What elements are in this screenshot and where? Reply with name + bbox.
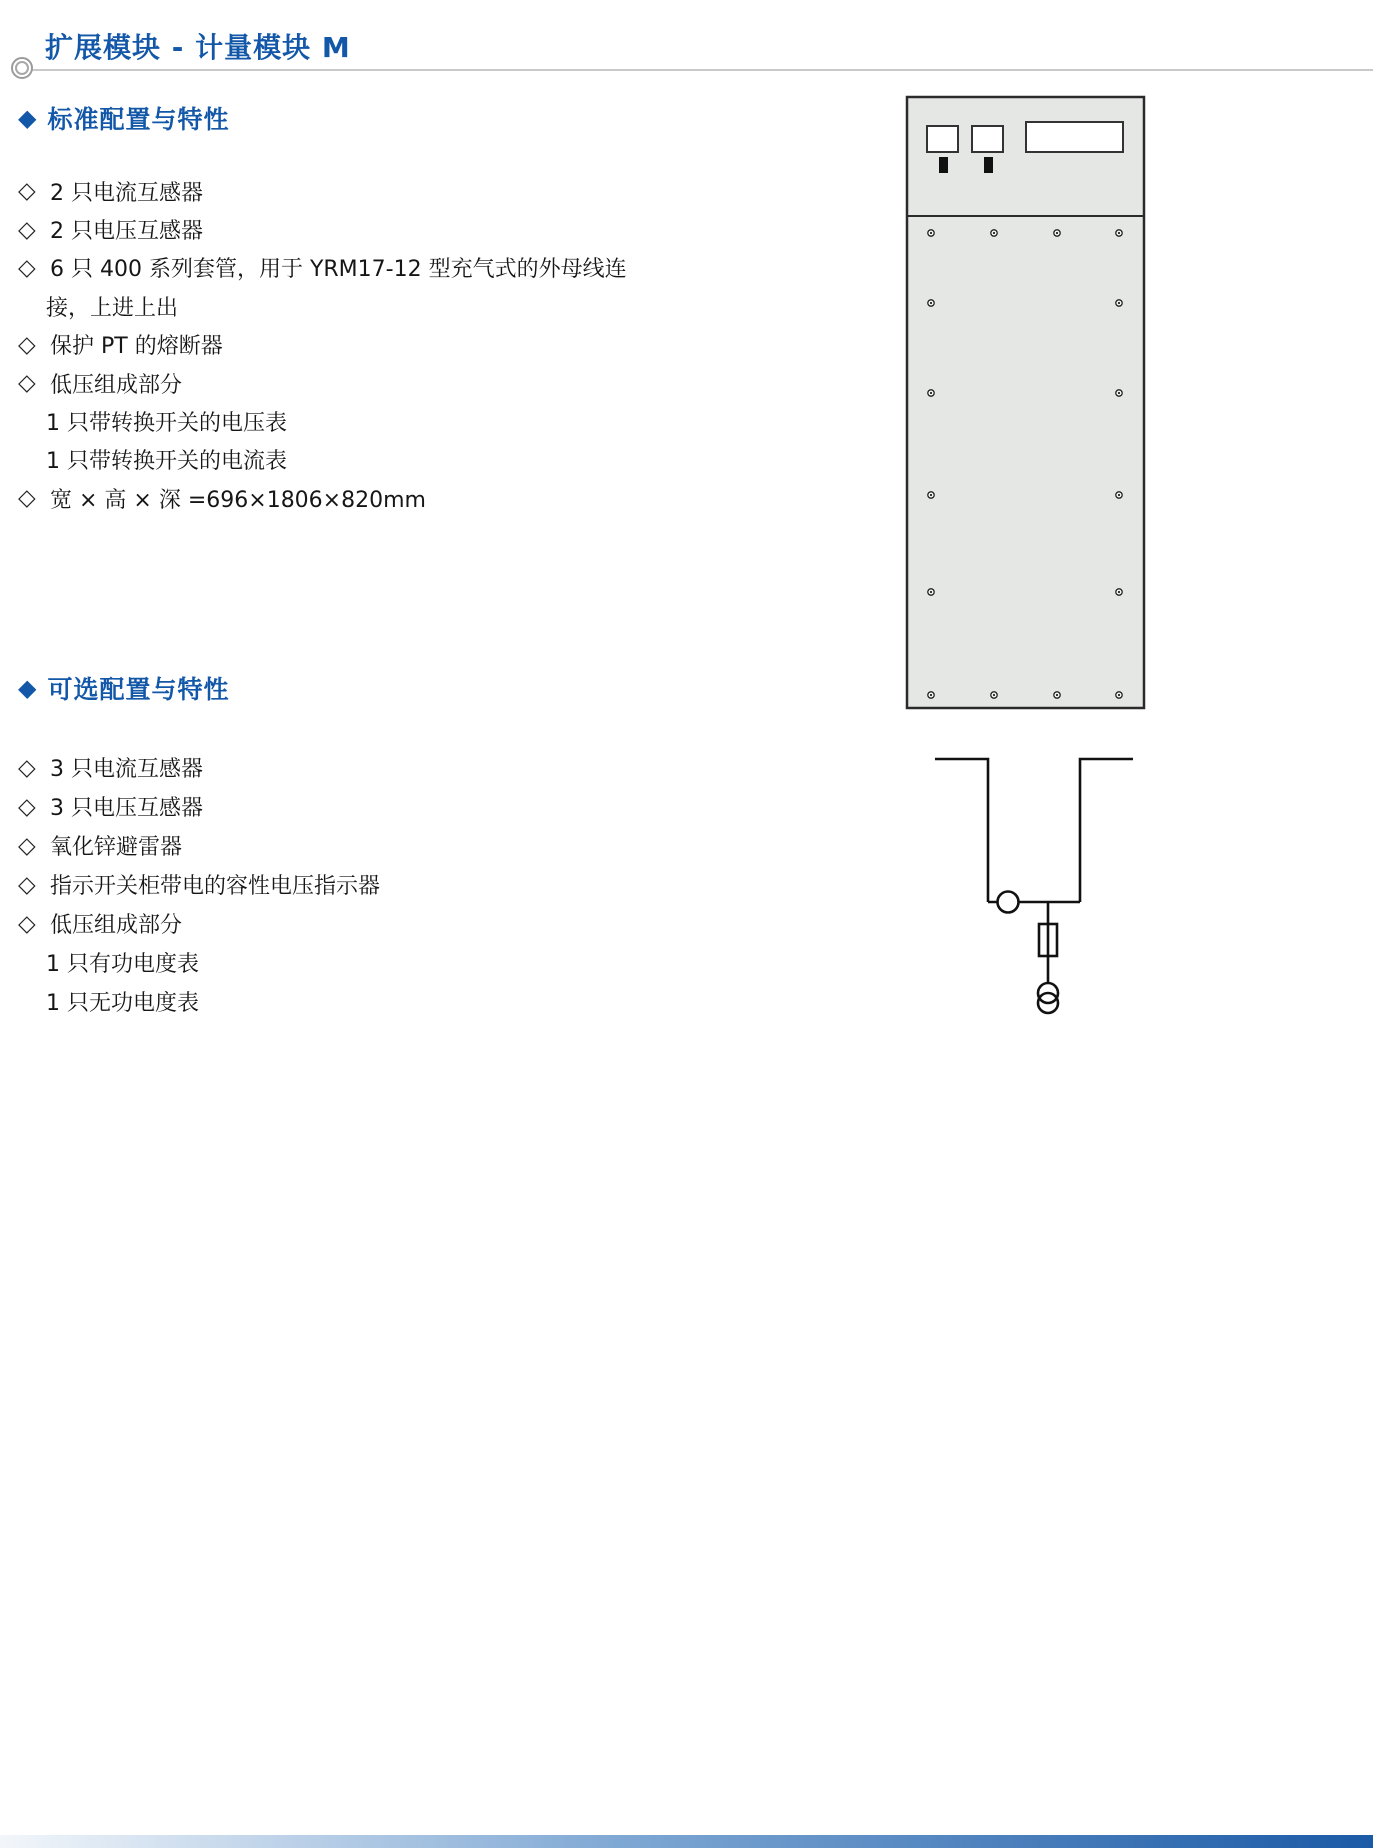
list-item xyxy=(18,904,798,943)
hollow-diamond-bullet-icon: ◇ xyxy=(18,485,36,512)
list-item-text: 1 只带转换开关的电流表 xyxy=(46,449,287,475)
section-heading-standard xyxy=(18,100,229,136)
section-heading-optional xyxy=(18,670,229,706)
list-item xyxy=(18,982,798,1021)
list-item-text: 1 只带转换开关的电压表 xyxy=(46,411,287,437)
switch-slot-left xyxy=(939,157,948,173)
ring-inner-icon xyxy=(15,61,29,75)
list-item-text: 氧化锌避雷器 xyxy=(50,835,183,860)
list-item-text: 保护 PT 的熔断器 xyxy=(50,334,223,360)
page-title: 扩展模块 - 计量模块 M xyxy=(45,31,351,64)
filled-diamond-icon: ◆ xyxy=(18,674,38,702)
list-item xyxy=(18,479,798,517)
list-item-text: 低压组成部分 xyxy=(50,372,183,398)
hollow-diamond-bullet-icon: ◇ xyxy=(18,216,36,243)
list-item xyxy=(18,441,798,479)
cabinet-front-view-figure xyxy=(905,95,1147,711)
list-item-text: 3 只电流互感器 xyxy=(50,757,203,782)
hollow-diamond-bullet-icon: ◇ xyxy=(18,331,36,358)
list-item-text: 1 只无功电度表 xyxy=(46,991,199,1016)
hollow-diamond-bullet-icon: ◇ xyxy=(18,754,36,781)
standard-feature-list xyxy=(18,172,798,518)
current-transformer-icon xyxy=(998,892,1019,913)
filled-diamond-icon: ◆ xyxy=(18,104,38,132)
list-item-text: 低压组成部分 xyxy=(50,913,183,938)
optional-feature-list xyxy=(18,748,798,1021)
meter-cutout-right xyxy=(972,126,1003,152)
list-item-text: 3 只电压互感器 xyxy=(50,796,203,821)
list-item xyxy=(18,287,798,325)
list-item xyxy=(18,943,798,982)
bus-entry-right xyxy=(1080,759,1133,902)
list-item xyxy=(18,748,798,787)
list-item-text: 2 只电压互感器 xyxy=(50,219,203,245)
list-item xyxy=(18,402,798,440)
cabinet-body xyxy=(907,97,1144,708)
nameplate-cutout xyxy=(1026,122,1123,152)
list-item-text: 1 只有功电度表 xyxy=(46,952,199,977)
list-item xyxy=(18,865,798,904)
hollow-diamond-bullet-icon: ◇ xyxy=(18,178,36,205)
list-item-text: 接，上进上出 xyxy=(46,295,179,321)
bus-entry-left xyxy=(935,759,988,902)
list-item-text: 6 只 400 系列套管，用于 YRM17-12 型充气式的外母线连 xyxy=(50,257,627,283)
hollow-diamond-bullet-icon: ◇ xyxy=(18,370,36,397)
ring-icon xyxy=(11,57,33,79)
hollow-diamond-bullet-icon: ◇ xyxy=(18,910,36,937)
list-item-text: 指示开关柜带电的容性电压指示器 xyxy=(50,874,381,899)
list-item xyxy=(18,364,798,402)
hollow-diamond-bullet-icon: ◇ xyxy=(18,832,36,859)
list-item-text: 2 只电流互感器 xyxy=(50,180,203,206)
switch-slot-right xyxy=(984,157,993,173)
list-item xyxy=(18,787,798,826)
hollow-diamond-bullet-icon: ◇ xyxy=(18,871,36,898)
list-item-text: 宽 × 高 × 深 =696×1806×820mm xyxy=(50,487,426,513)
hollow-diamond-bullet-icon: ◇ xyxy=(18,793,36,820)
section-heading-label: 标准配置与特性 xyxy=(47,105,230,134)
list-item xyxy=(18,210,798,248)
list-item xyxy=(18,826,798,865)
section-heading-label: 可选配置与特性 xyxy=(47,675,230,704)
footer-gradient-bar xyxy=(0,1835,1373,1848)
single-line-diagram-figure xyxy=(928,753,1140,1019)
header-rule xyxy=(26,69,1373,71)
meter-cutout-left xyxy=(927,126,958,152)
hollow-diamond-bullet-icon: ◇ xyxy=(18,254,36,281)
list-item xyxy=(18,326,798,364)
list-item xyxy=(18,172,798,210)
list-item xyxy=(18,249,798,287)
